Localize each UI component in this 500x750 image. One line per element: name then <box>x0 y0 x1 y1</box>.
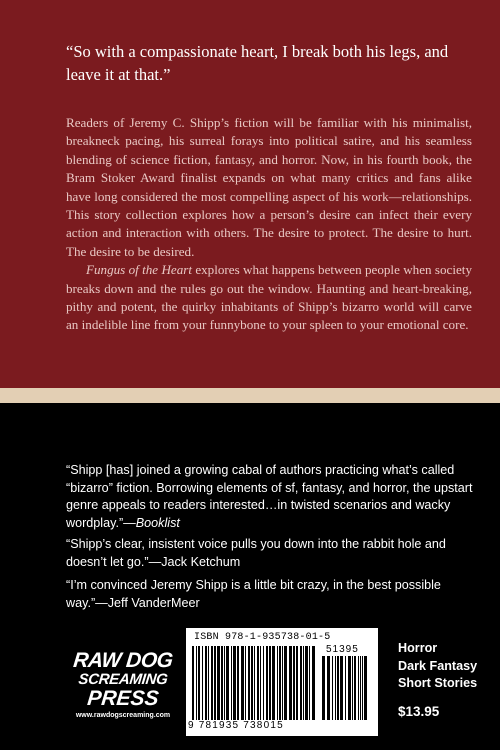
publisher-logo-line-3: PRESS <box>86 687 160 710</box>
genre-dark-fantasy: Dark Fantasy <box>398 658 478 673</box>
ean-barcode-bars <box>192 646 318 720</box>
barcode-bar <box>217 646 220 720</box>
price: $13.95 <box>398 704 440 719</box>
book-description <box>66 114 472 335</box>
barcode-bar <box>303 646 304 720</box>
publisher-logo-line-1: RAW DOG <box>72 649 174 672</box>
ean-number: 9 781935 738015 <box>188 720 284 731</box>
barcode-bar <box>263 646 264 720</box>
addon-barcode-bars <box>322 656 372 720</box>
barcode-bar <box>208 646 209 720</box>
barcode <box>186 628 378 736</box>
barcode-bar <box>254 646 255 720</box>
barcode-bar <box>241 646 244 720</box>
barcode-bar <box>309 646 310 720</box>
barcode-bar <box>266 646 268 720</box>
barcode-bar <box>332 656 333 720</box>
genre-short-stories: Short Stories <box>398 676 478 690</box>
barcode-bar <box>289 646 292 720</box>
barcode-bar <box>364 656 367 720</box>
review-blurb-booklist <box>66 462 478 532</box>
barcode-bar <box>260 646 261 720</box>
barcode-bar <box>221 646 223 720</box>
genre-list <box>398 640 477 693</box>
isbn-number: ISBN 978-1-935738-01-5 <box>194 632 331 643</box>
barcode-bar <box>337 656 339 720</box>
barcode-bar <box>345 656 346 720</box>
barcode-bar <box>211 646 213 720</box>
barcode-bar <box>348 656 351 720</box>
barcode-bar <box>245 646 246 720</box>
barcode-bar <box>269 646 271 720</box>
barcode-bar <box>251 646 253 720</box>
review-blurb-ketchum: “Shipp’s clear, insistent voice pulls you down into the rabbit hole and doesn’t let go.”—Jack Ketchum <box>66 537 446 569</box>
publisher-url: www.rawdogscreaming.com <box>75 712 171 719</box>
barcode-bar <box>224 646 225 720</box>
description-paragraph-2-text: explores what happens between people when society breaks down and the rules go out the window. Haunting and heart-breaking, pithy and potent, the quirky inhabitants of Shipp’s bizarro world will carve an indelible line from your funnybone to your spleen to your emotional core. <box>66 262 472 333</box>
review-blurb-vandermeer: “I’m convinced Jeremy Shipp is a little bit crazy, in the best possible way.”—Jeff VanderMeer <box>66 578 441 610</box>
divider-stripe <box>0 388 500 403</box>
barcode-bar <box>272 646 275 720</box>
barcode-bar <box>335 656 336 720</box>
barcode-bar <box>192 646 194 720</box>
barcode-bar <box>248 646 250 720</box>
barcode-bar <box>237 646 239 720</box>
barcode-bar <box>277 646 278 720</box>
book-title-italic: Fungus of the Heart <box>86 262 192 278</box>
review-source: Booklist <box>135 515 180 530</box>
barcode-bar <box>312 646 315 720</box>
barcode-bar <box>231 646 232 720</box>
barcode-bar <box>284 646 287 720</box>
genre-horror: Horror <box>398 641 438 655</box>
barcode-bar <box>300 646 302 720</box>
barcode-bar <box>214 646 216 720</box>
barcode-bar <box>282 646 283 720</box>
description-paragraph-2 <box>66 261 472 335</box>
description-paragraph-1: Readers of Jeremy C. Shipp’s fiction will be familiar with his minimalist, breakneck pacing, his surreal forays into political satire, and his seamless blending of science fiction, fantasy, and horror. Now, in his fourth book, the Bram Stoker Award finalist expands on what many critics and fans alike have long considered the most compelling aspect of his work—relationships. This story collection explores how a person’s desire can infect their every action and interaction with others. The desire to protect. The desire to hurt. The desire to be desired. <box>66 115 472 259</box>
barcode-bar <box>257 646 259 720</box>
barcode-bar <box>362 656 363 720</box>
barcode-bar <box>233 646 236 720</box>
barcode-bar <box>352 656 353 720</box>
barcode-bar <box>198 646 200 720</box>
publisher-logo <box>68 650 178 719</box>
barcode-bar <box>226 646 229 720</box>
barcode-bar <box>327 656 330 720</box>
pull-quote: “So with a compassionate heart, I break both his legs, and leave it at that.” <box>66 42 449 84</box>
barcode-bar <box>196 646 197 720</box>
publisher-logo-line-2: SCREAMING <box>77 671 169 688</box>
review-blurb-text: “Shipp [has] joined a growing cabal of authors practicing what’s called “bizarro” fiction. Borrowing elements of sf, fantasy, and horror, the upstart genre appeals to readers interested…in twisted scenarios and wacky wordplay.”— <box>66 463 473 530</box>
barcode-bar <box>340 656 343 720</box>
barcode-bar <box>296 646 298 720</box>
barcode-bar <box>322 656 325 720</box>
barcode-bar <box>205 646 207 720</box>
barcode-bar <box>293 646 295 720</box>
barcode-bar <box>202 646 203 720</box>
barcode-bar <box>305 646 308 720</box>
barcode-bar <box>279 646 281 720</box>
barcode-bar <box>354 656 356 720</box>
barcode-bar <box>358 656 359 720</box>
barcode-bar <box>360 656 361 720</box>
price-addon-number: 51395 <box>326 644 359 655</box>
